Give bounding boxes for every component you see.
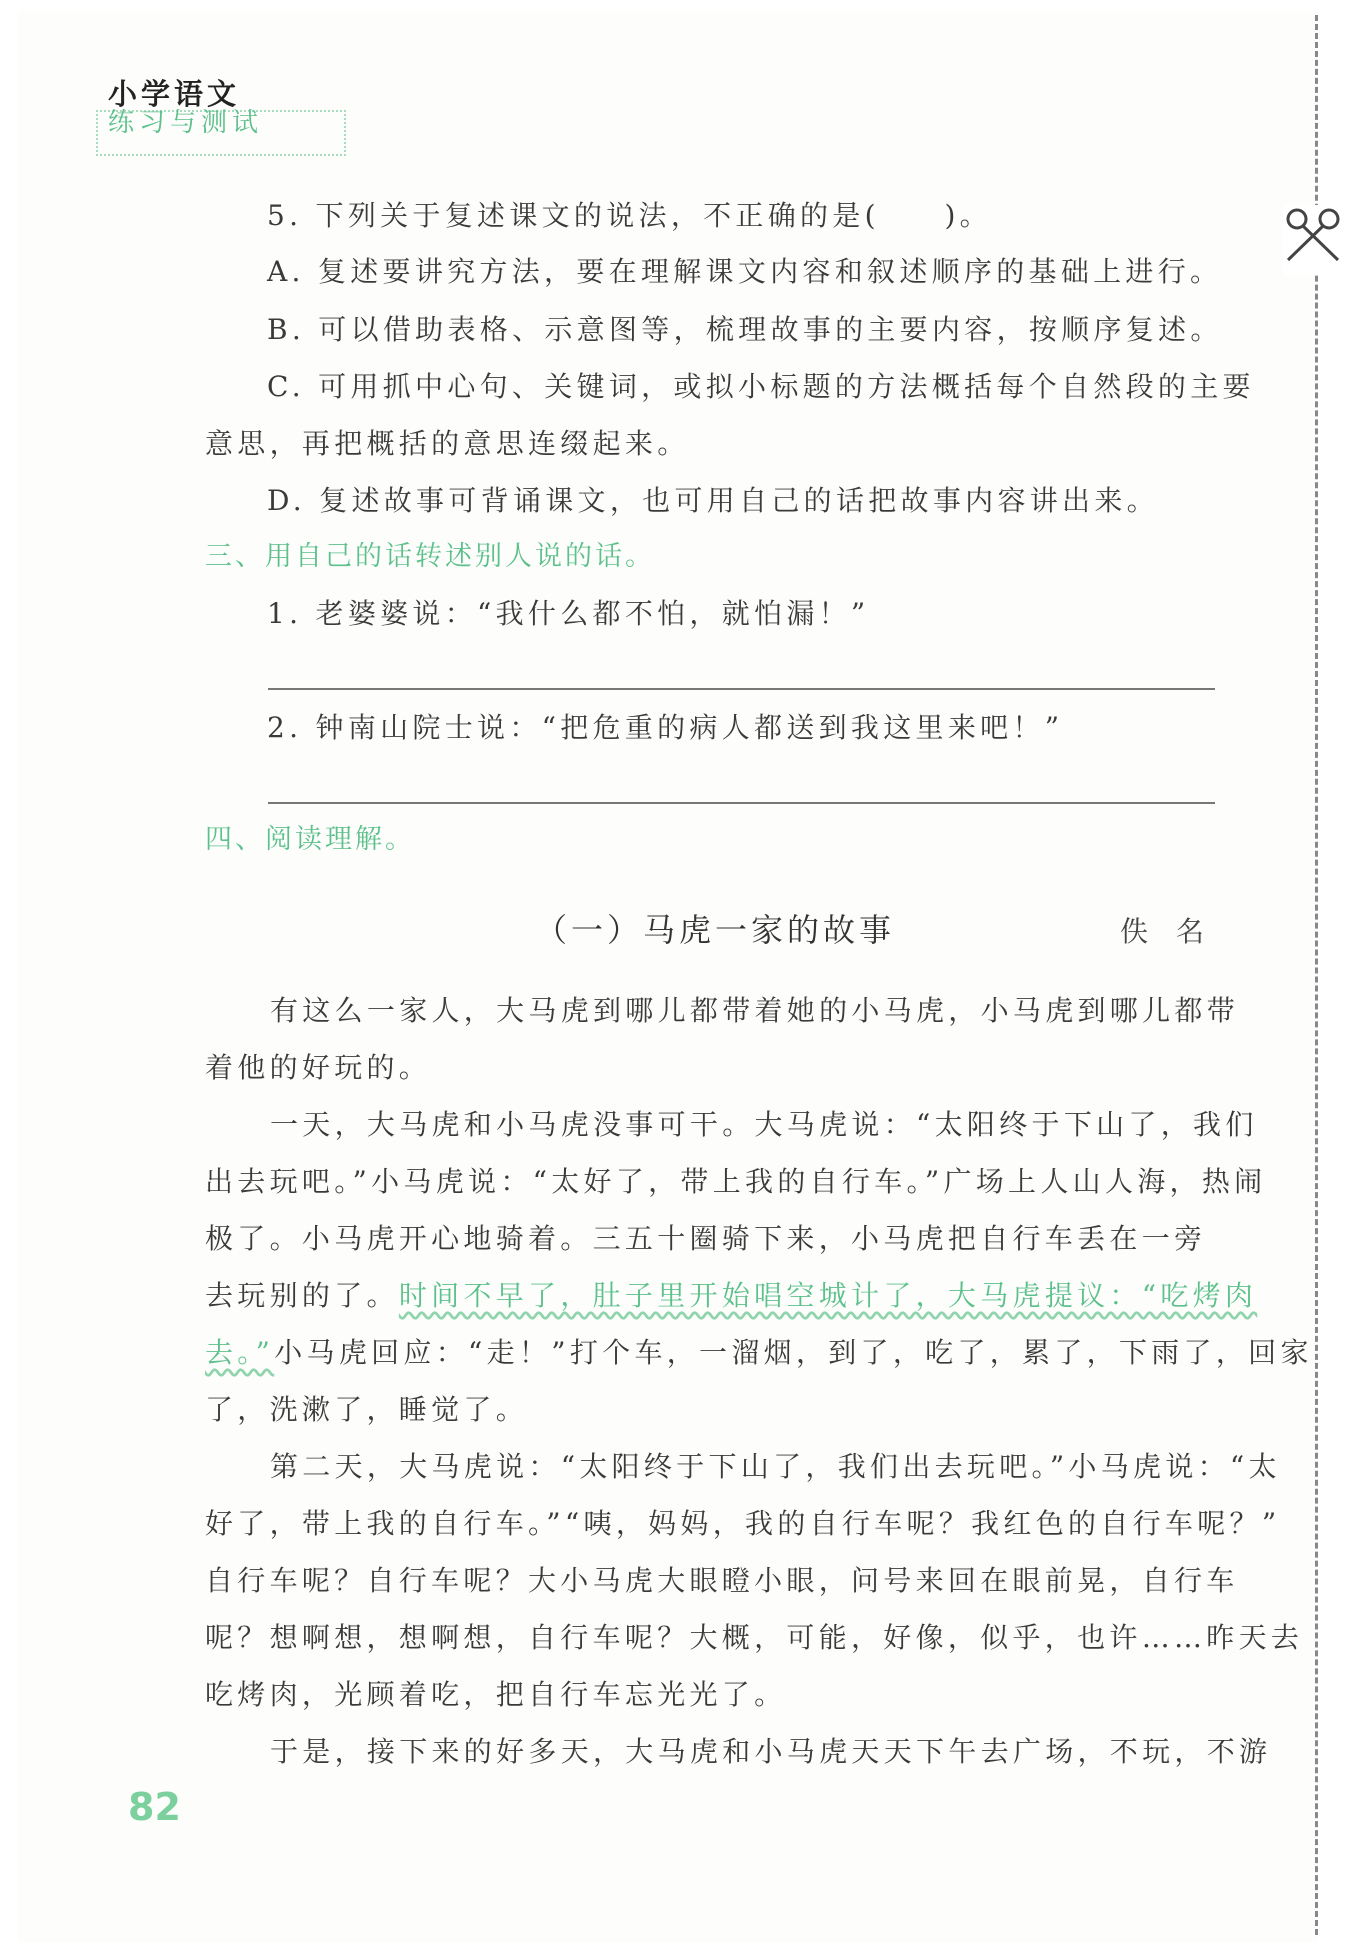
q5-option-a: A. 复述要讲究方法，要在理解课文内容和叙述顺序的基础上进行。 xyxy=(267,255,1223,288)
story-p1-line1: 有这么一家人，大马虎到哪儿都带着她的小马虎，小马虎到哪儿都带 xyxy=(270,994,1240,1027)
answer-line-2[interactable] xyxy=(268,802,1215,804)
story-p2-line5 xyxy=(205,1333,1313,1373)
section3-heading: 三、用自己的话转述别人说的话。 xyxy=(205,541,655,572)
q5-option-c-line1: C. 可用抓中心句、关键词，或拟小标题的方法概括每个自然段的主要 xyxy=(267,370,1255,403)
story-author: 佚名 xyxy=(1120,915,1233,948)
book-subtitle: 练习与测试 xyxy=(96,110,346,156)
q5-stem: 5. 下列关于复述课文的说法，不正确的是( )。 xyxy=(267,199,992,232)
story-p1-line2: 着他的好玩的。 xyxy=(205,1051,432,1084)
story-highlight-sentence: 时间不早了，肚子里开始唱空城计了，大马虎提议：“吃烤肉 xyxy=(398,1279,1258,1312)
book-title: 小学语文 xyxy=(108,77,241,111)
page-number: 82 xyxy=(128,1785,181,1829)
answer-line-1[interactable] xyxy=(268,688,1215,690)
story-p4-line1: 于是，接下来的好多天，大马虎和小马虎天天下午去广场，不玩，不游 xyxy=(270,1735,1272,1768)
story-p2-line1: 一天，大马虎和小马虎没事可干。大马虎说：“太阳终于下山了，我们 xyxy=(270,1108,1258,1141)
story-p2-line2: 出去玩吧。”小马虎说：“太好了，带上我的自行车。”广场上人山人海，热闹 xyxy=(205,1165,1267,1198)
q5-option-b: B. 可以借助表格、示意图等，梳理故事的主要内容，按顺序复述。 xyxy=(267,313,1223,346)
q5-option-c-line2: 意思，再把概括的意思连缀起来。 xyxy=(205,427,690,460)
story-p3-line1: 第二天，大马虎说：“太阳终于下山了，我们出去玩吧。”小马虎说：“太 xyxy=(270,1450,1281,1483)
story-p2-line4 xyxy=(205,1276,1258,1316)
story-p3-line2: 好了，带上我的自行车。”“咦，妈妈，我的自行车呢？我红色的自行车呢？” xyxy=(205,1507,1281,1540)
story-p2-line6: 了，洗漱了，睡觉了。 xyxy=(205,1393,529,1426)
story-p3-line4: 呢？想啊想，想啊想，自行车呢？大概，可能，好像，似乎，也许……昨天去 xyxy=(205,1621,1304,1654)
story-p3-line5: 吃烤肉，光顾着吃，把自行车忘光光了。 xyxy=(205,1678,787,1711)
section4-heading: 四、阅读理解。 xyxy=(205,824,415,855)
cut-line xyxy=(1315,15,1318,1935)
story-p2-line4-plain: 去玩别的了。 xyxy=(205,1279,399,1312)
section3-q1: 1. 老婆婆说：“我什么都不怕，就怕漏！” xyxy=(267,597,870,630)
q5-option-d: D. 复述故事可背诵课文，也可用自己的话把故事内容讲出来。 xyxy=(267,484,1159,517)
scissors-icon xyxy=(1283,205,1343,275)
story-title: （一）马虎一家的故事 xyxy=(535,911,896,949)
section3-q2: 2. 钟南山院士说：“把危重的病人都送到我这里来吧！” xyxy=(267,711,1064,744)
story-highlight-end: 去。” xyxy=(205,1336,275,1369)
story-p3-line3: 自行车呢？自行车呢？大小马虎大眼瞪小眼，问号来回在眼前晃，自行车 xyxy=(205,1564,1239,1597)
story-p2-line5-plain: 小马虎回应：“走！”打个车，一溜烟，到了，吃了，累了，下雨了，回家 xyxy=(274,1336,1313,1369)
story-p2-line3: 极了。小马虎开心地骑着。三五十圈骑下来，小马虎把自行车丢在一旁 xyxy=(205,1222,1207,1255)
